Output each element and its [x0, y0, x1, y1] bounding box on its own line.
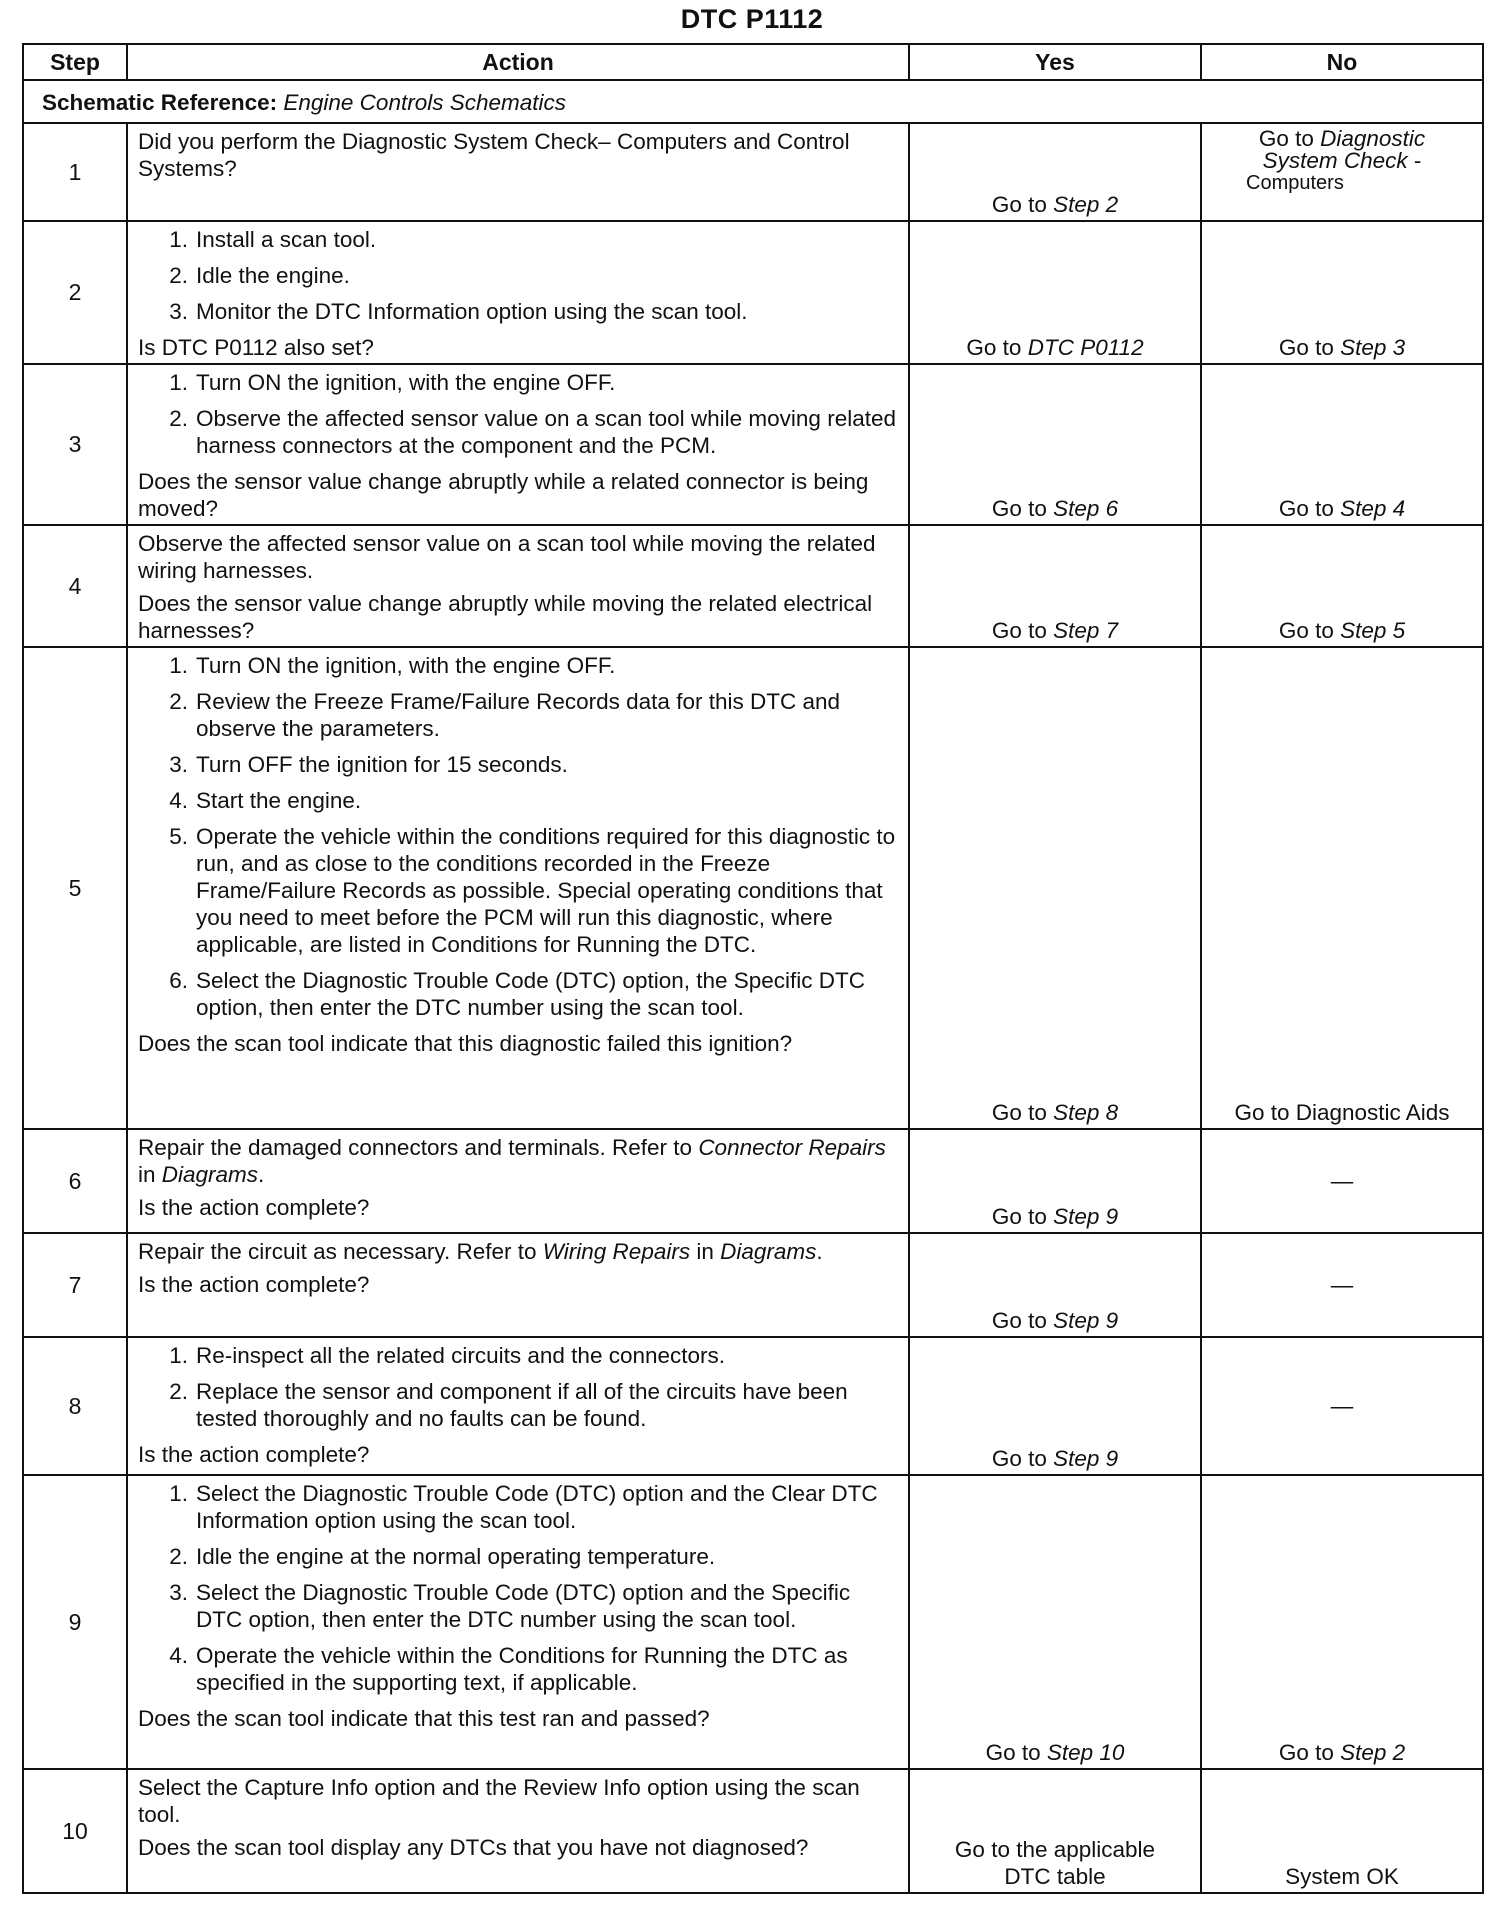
- action-question: Is the action complete?: [138, 1272, 370, 1297]
- schematic-reference-label: Schematic Reference:: [42, 89, 278, 115]
- yes-step-link[interactable]: Step 6: [1053, 496, 1119, 521]
- no-link-system-check[interactable]: System Check: [1262, 148, 1408, 173]
- table-row: [23, 1233, 1483, 1337]
- step-number: 6: [23, 1129, 127, 1233]
- yes-step-link[interactable]: Step 9: [1053, 1308, 1119, 1333]
- no-cell: [1201, 1769, 1483, 1893]
- step-number: 8: [23, 1337, 127, 1475]
- action-question: Is DTC P0112 also set?: [138, 335, 374, 360]
- action-question: Did you perform the Diagnostic System Check– Computers and Control Systems?: [138, 129, 850, 181]
- list-item: 2. Replace the sensor and component if all of the circuits have been tested thoroughly and no faults can be found.: [169, 1379, 848, 1431]
- yes-cell: [909, 221, 1201, 364]
- yes-cell: [909, 364, 1201, 525]
- action-question: Does the scan tool display any DTCs that you have not diagnosed?: [138, 1835, 809, 1860]
- yes-outcome: Go to Step 7: [991, 618, 1119, 643]
- yes-cell: [909, 647, 1201, 1129]
- no-prefix: Go to: [1258, 126, 1321, 151]
- no-outcome: Go to Step 3: [1278, 335, 1406, 360]
- step-number: 1: [23, 123, 127, 221]
- no-computers: Computers: [1246, 172, 1344, 194]
- connector-repairs-link[interactable]: Connector Repairs: [698, 1135, 886, 1160]
- action-question: Does the sensor value change abruptly while moving the related electrical harnesses?: [138, 591, 873, 643]
- wiring-repairs-link[interactable]: Wiring Repairs: [542, 1239, 691, 1264]
- table-row: [23, 1337, 1483, 1475]
- no-cell: [1201, 525, 1483, 647]
- header-yes: Yes: [909, 44, 1201, 80]
- yes-cell: [909, 1337, 1201, 1475]
- action-question: Is the action complete?: [138, 1442, 370, 1467]
- action-paragraph: Select the Capture Info option and the Review Info option using the scan tool.: [138, 1775, 860, 1827]
- action-cell: [127, 221, 909, 364]
- list-item: 1. Select the Diagnostic Trouble Code (DTC) option and the Clear DTC Information option using the scan tool.: [169, 1481, 878, 1533]
- no-step-link[interactable]: Step 5: [1340, 618, 1406, 643]
- step-number: 2: [23, 221, 127, 364]
- yes-outcome: Go to Step 6: [991, 496, 1119, 521]
- no-cell: [1201, 123, 1483, 221]
- yes-outcome: Go to Step 10: [985, 1740, 1125, 1765]
- table-row: [23, 364, 1483, 525]
- yes-cell: [909, 1475, 1201, 1769]
- yes-step-link[interactable]: Step 7: [1053, 618, 1119, 643]
- yes-outcome: Go to Step 9: [991, 1204, 1119, 1229]
- yes-step-link[interactable]: Step 8: [1053, 1100, 1119, 1125]
- action-cell: [127, 1475, 909, 1769]
- yes-outcome: Go to DTC P0112: [966, 335, 1144, 360]
- yes-outcome: [910, 191, 1200, 218]
- step-number: 5: [23, 647, 127, 1129]
- table-row: [23, 1475, 1483, 1769]
- no-cell: [1201, 1337, 1483, 1475]
- yes-outcome: Go to Step 8: [991, 1100, 1119, 1125]
- action-paragraph: Repair the circuit as necessary. Refer to Wiring Repairs in Diagrams.: [138, 1239, 823, 1264]
- list-item: 3. Monitor the DTC Information option using the scan tool.: [169, 299, 748, 324]
- header-step: Step: [23, 44, 127, 80]
- yes-cell: [909, 123, 1201, 221]
- list-item: 1. Turn ON the ignition, with the engine OFF.: [169, 370, 616, 395]
- list-item: 1. Install a scan tool.: [169, 227, 377, 252]
- list-item: 1. Turn ON the ignition, with the engine OFF.: [169, 653, 616, 678]
- no-suffix: -: [1407, 148, 1422, 173]
- no-outcome: [1202, 128, 1482, 194]
- list-item: 2. Observe the affected sensor value on a scan tool while moving related harness connectors at the component and the PCM.: [169, 406, 896, 458]
- list-item: 4. Operate the vehicle within the Conditions for Running the DTC as specified in the supporting text, if applicable.: [169, 1643, 848, 1695]
- no-step-link[interactable]: Step 3: [1340, 335, 1406, 360]
- action-paragraph: Repair the damaged connectors and terminals. Refer to Connector Repairs in Diagrams.: [138, 1135, 886, 1187]
- action-cell: [127, 364, 909, 525]
- no-link-diagnostic[interactable]: Diagnostic: [1320, 126, 1426, 151]
- diagnostic-table: [22, 43, 1484, 1894]
- no-cell: [1201, 1475, 1483, 1769]
- diagrams-link[interactable]: Diagrams: [720, 1239, 817, 1264]
- action-cell: [127, 1233, 909, 1337]
- action-cell: [127, 1129, 909, 1233]
- no-dash: —: [1330, 1168, 1354, 1194]
- action-cell: [127, 123, 909, 221]
- instruction-list: [138, 369, 898, 459]
- list-item: 5. Operate the vehicle within the conditions required for this diagnostic to run, and as close to the conditions recorded in the Freeze Frame/Failure Records as possible. Special operating conditions that you need to meet before the PCM will run this diagnostic, where applicable, are listed in Conditions for Running the DTC.: [169, 824, 896, 957]
- no-cell: [1201, 647, 1483, 1129]
- no-cell: [1201, 1129, 1483, 1233]
- step-number: 10: [23, 1769, 127, 1893]
- no-diagnostic-aids-link[interactable]: Go to Diagnostic Aids: [1234, 1100, 1450, 1125]
- yes-dtc-link[interactable]: DTC P0112: [1027, 335, 1144, 360]
- yes-outcome: Go to Step 9: [991, 1308, 1119, 1333]
- list-item: 2. Idle the engine at the normal operating temperature.: [169, 1544, 716, 1569]
- action-question: Does the scan tool indicate that this diagnostic failed this ignition?: [138, 1031, 793, 1056]
- action-question: Does the sensor value change abruptly while a related connector is being moved?: [138, 469, 869, 521]
- yes-outcome: Go to Step 9: [991, 1446, 1119, 1471]
- no-dash: —: [1330, 1272, 1354, 1298]
- action-cell: [127, 1337, 909, 1475]
- action-cell: [127, 525, 909, 647]
- instruction-list: [138, 1480, 898, 1696]
- instruction-list: [138, 1342, 898, 1432]
- schematic-reference: [23, 80, 1483, 123]
- yes-step-link[interactable]: Step 9: [1053, 1446, 1119, 1471]
- no-cell: [1201, 221, 1483, 364]
- action-cell: [127, 647, 909, 1129]
- list-item: 3. Select the Diagnostic Trouble Code (DTC) option and the Specific DTC option, then enter the DTC number using the scan tool.: [169, 1580, 851, 1632]
- list-item: 3. Turn OFF the ignition for 15 seconds.: [169, 752, 568, 777]
- yes-outcome[interactable]: [910, 1836, 1200, 1890]
- instruction-list: [138, 226, 898, 325]
- table-row: [23, 123, 1483, 221]
- step-number: 3: [23, 364, 127, 525]
- action-paragraph: Observe the affected sensor value on a scan tool while moving the related wiring harnesses.: [138, 531, 876, 583]
- yes-prefix: Go to: [991, 192, 1054, 217]
- no-cell: [1201, 364, 1483, 525]
- no-outcome: Go to Step 5: [1278, 618, 1406, 643]
- list-item: 6. Select the Diagnostic Trouble Code (DTC) option, the Specific DTC option, then enter the DTC number using the scan tool.: [169, 968, 866, 1020]
- yes-line1: Go to the applicable: [954, 1837, 1156, 1862]
- list-item: 4. Start the engine.: [169, 788, 362, 813]
- table-row: [23, 647, 1483, 1129]
- yes-cell: [909, 1769, 1201, 1893]
- list-item: 2. Review the Freeze Frame/Failure Records data for this DTC and observe the parameters.: [169, 689, 840, 741]
- yes-step-link[interactable]: Step 9: [1053, 1204, 1119, 1229]
- diagrams-link[interactable]: Diagrams: [161, 1162, 259, 1187]
- no-dash: —: [1330, 1393, 1354, 1419]
- header-action: Action: [127, 44, 909, 80]
- no-cell: [1201, 1233, 1483, 1337]
- no-system-ok: System OK: [1285, 1864, 1399, 1889]
- yes-line2: DTC table: [1004, 1864, 1106, 1889]
- step-number: 4: [23, 525, 127, 647]
- step-number: 9: [23, 1475, 127, 1769]
- yes-cell: [909, 525, 1201, 647]
- no-outcome: Go to Step 2: [1278, 1740, 1406, 1765]
- step-number: 7: [23, 1233, 127, 1337]
- action-question: Is the action complete?: [138, 1195, 370, 1220]
- table-row: [23, 1129, 1483, 1233]
- header-no: No: [1201, 44, 1483, 80]
- yes-cell: [909, 1233, 1201, 1337]
- no-outcome: Go to Step 4: [1278, 496, 1406, 521]
- instruction-list: [138, 652, 898, 1021]
- yes-cell: [909, 1129, 1201, 1233]
- table-row: [23, 525, 1483, 647]
- no-step-link[interactable]: Step 4: [1340, 496, 1406, 521]
- action-question: Does the scan tool indicate that this test ran and passed?: [138, 1706, 710, 1731]
- table-row: [23, 1769, 1483, 1893]
- schematic-reference-row: [23, 80, 1483, 123]
- document-title: DTC P1112: [680, 4, 824, 34]
- list-item: 1. Re-inspect all the related circuits and the connectors.: [169, 1343, 726, 1368]
- table-row: [23, 221, 1483, 364]
- yes-step-link[interactable]: Step 2: [1053, 192, 1119, 217]
- header-row: [23, 44, 1483, 80]
- schematic-reference-value: Engine Controls Schematics: [283, 89, 567, 115]
- list-item: 2. Idle the engine.: [169, 263, 350, 288]
- no-step-link[interactable]: Step 2: [1340, 1740, 1406, 1765]
- yes-step-link[interactable]: Step 10: [1046, 1740, 1125, 1765]
- action-cell: [127, 1769, 909, 1893]
